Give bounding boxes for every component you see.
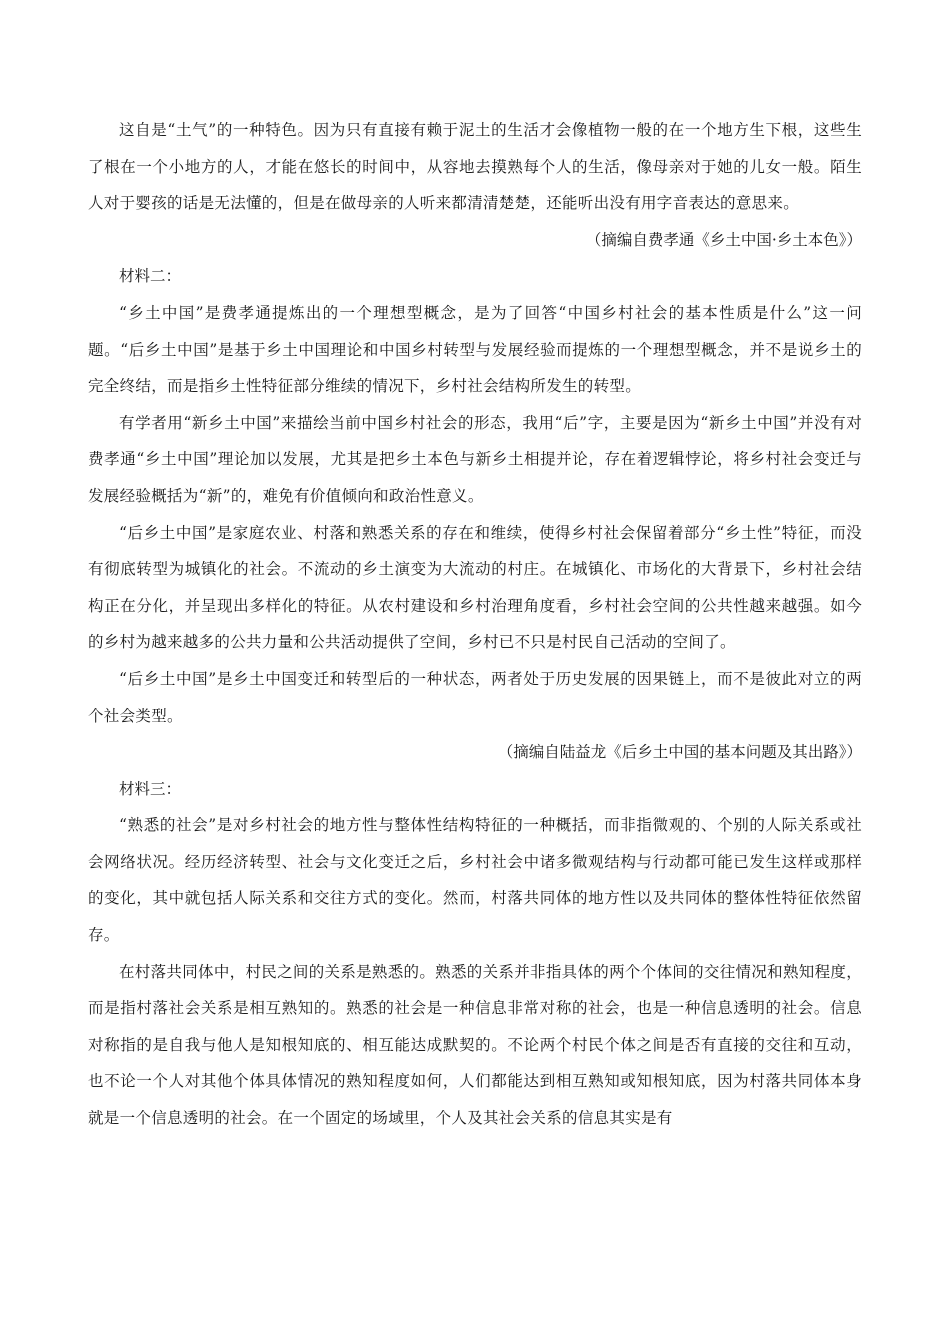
source-citation: （摘编自费孝通《乡土中国·乡土本色》） <box>585 230 862 249</box>
document-page <box>88 112 862 1137</box>
paragraph: “后乡土中国”是乡土中国变迁和转型后的一种状态，两者处于历史发展的因果链上，而不是彼此对立的两个社会类型。 <box>88 669 862 725</box>
paragraph: “熟悉的社会”是对乡村社会的地方性与整体性结构特征的一种概括，而非指微观的、个别的人际关系或社会网络状况。经历经济转型、社会与文化变迁之后，乡村社会中诸多微观结构与行动都可能已发生这样或那样的变化，其中就包括人际关系和交往方式的变化。然而，村落共同体的地方性以及共同体的整体性特征依然留存。 <box>88 816 862 945</box>
paragraph: “乡土中国”是费孝通提炼出的一个理想型概念，是为了回答“中国乡村社会的基本性质是什么”这一问题。“后乡土中国”是基于乡土中国理论和中国乡村转型与发展经验而提炼的一个理想型概念，并不是说乡土的完全终结，而是指乡土性特征部分维续的情况下，乡村社会结构所发生的转型。 <box>88 303 862 396</box>
section-heading: 材料三： <box>119 779 182 798</box>
paragraph: “后乡土中国”是家庭农业、村落和熟悉关系的存在和维续，使得乡村社会保留着部分“乡土性”特征，而没有彻底转型为城镇化的社会。不流动的乡土演变为大流动的村庄。在城镇化、市场化的大背景下，乡村社会结构正在分化，并呈现出多样化的特征。从农村建设和乡村治理角度看，乡村社会空间的公共性越来越强。如今的乡村为越来越多的公共力量和公共活动提供了空间，乡村已不只是村民自己活动的空间了。 <box>88 523 862 652</box>
paragraph: 这自是“土气”的一种特色。因为只有直接有赖于泥土的生活才会像植物一般的在一个地方生下根，这些生了根在一个小地方的人，才能在悠长的时间中，从容地去摸熟每个人的生活，像母亲对于她的儿女一般。陌生人对于婴孩的话是无法懂的，但是在做母亲的人听来都清清楚楚，还能听出没有用字音表达的意思来。 <box>88 121 862 213</box>
paragraph: 有学者用“新乡土中国”来描绘当前中国乡村社会的形态，我用“后”字，主要是因为“新乡土中国”并没有对费孝通“乡土中国”理论加以发展，尤其是把乡土本色与新乡土相提并论，存在着逻辑悖论，将乡村社会变迁与发展经验概括为“新”的，难免有价值倾向和政治性意义。 <box>88 413 862 505</box>
section-heading: 材料二： <box>119 267 182 286</box>
source-citation: （摘编自陆益龙《后乡土中国的基本问题及其出路》） <box>497 743 862 762</box>
paragraph: 在村落共同体中，村民之间的关系是熟悉的。熟悉的关系并非指具体的两个个体间的交往情况和熟知程度，而是指村落社会关系是相互熟知的。熟悉的社会是一种信息非常对称的社会，也是一种信息透明的社会。信息对称指的是自我与他人是知根知底的、相互能达成默契的。不论两个村民个体之间是否有直接的交往和互动，也不论一个人对其他个体具体情况的熟知程度如何，人们都能达到相互熟知或知根知底，因为村落共同体本身就是一个信息透明的社会。在一个固定的场域里，个人及其社会关系的信息其实是有 <box>88 962 862 1128</box>
